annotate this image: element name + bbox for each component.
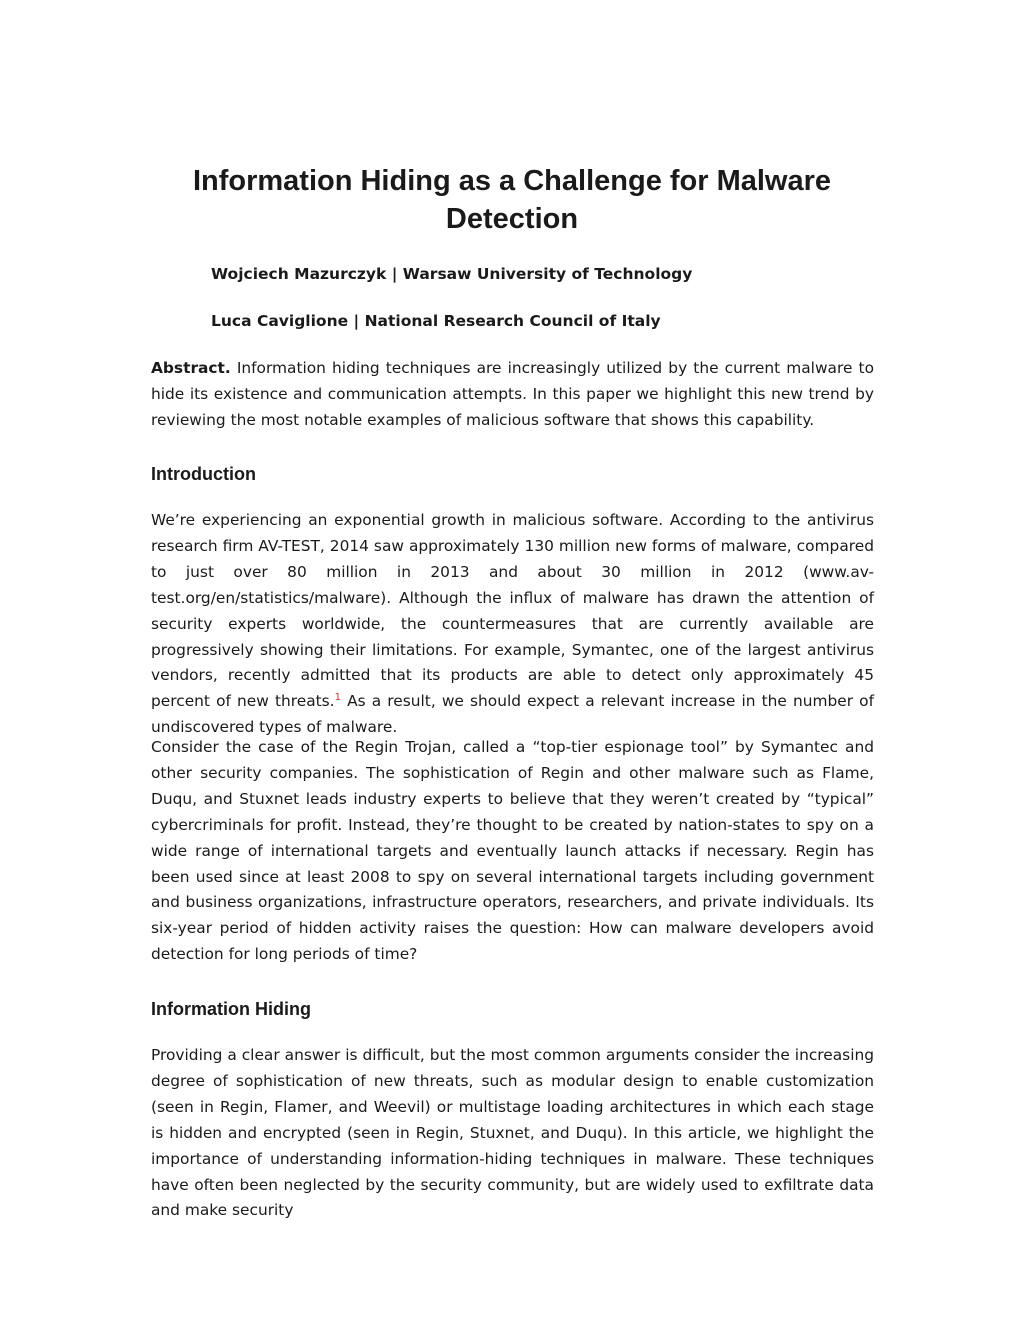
paper-title: Information Hiding as a Challenge for Malware Detection [192, 165, 832, 235]
paragraph [151, 508, 874, 741]
footnote-marker[interactable]: 1 [334, 692, 341, 704]
author-line: Wojciech Mazurczyk | Warsaw University of Technology [211, 265, 693, 283]
abstract-label: Abstract. [151, 359, 231, 377]
abstract-text: Information hiding techniques are increasingly utilized by the current malware to hide its existence and communication attempts. In this paper we highlight this new trend by reviewing the most notable examples of malicious software that shows this capability. [151, 359, 874, 429]
paragraph-text: We’re experiencing an exponential growth in malicious software. According to the antivirus research firm AV-TEST, 2014 saw approximately 130 million new forms of malware, compared to just over 80 million in 2013 and about 30 million in 2012 (www.av-test.org/en/statistics/malware). Although the influx of malware has drawn the attention of security experts worldwide, the countermeasures that are currently available are progressively showing their limitations. For example, Symantec, one of the largest antivirus vendors, recently admitted that its products are able to detect only approximately 45 percent of new threats. [151, 511, 874, 711]
paragraph: Providing a clear answer is difficult, but the most common arguments consider the increasing degree of sophistication of new threats, such as modular design to enable customization (seen in Regin, Flamer, and Weevil) or multistage loading architectures in which each stage is hidden and encrypted (seen in Regin, Stuxnet, and Duqu). In this article, we highlight the importance of understanding information-hiding techniques in malware. These techniques have often been neglected by the security community, but are widely used to exfiltrate data and make security [151, 1046, 874, 1220]
abstract [151, 356, 874, 434]
paragraph-text: As a result, we should expect a relevant increase in the number of undiscovered types of malware. [151, 692, 874, 737]
author-line: Luca Caviglione | National Research Council of Italy [211, 312, 661, 330]
section-heading-introduction: Introduction [151, 464, 256, 484]
section-heading-information-hiding: Information Hiding [151, 999, 311, 1019]
paragraph: Consider the case of the Regin Trojan, called a “top-tier espionage tool” by Symantec and other security companies. The sophistication of Regin and other malware such as Flame, Duqu, and Stuxnet leads industry experts to believe that they weren’t created by “typical” cybercriminals for profit. Instead, they’re thought to be created by nation-states to spy on a wide range of international targets and eventually launch attacks if necessary. Regin has been used since at least 2008 to spy on several international targets including government and business organizations, infrastructure operators, researchers, and private individuals. Its six-year period of hidden activity raises the question: How can malware developers avoid detection for long periods of time? [151, 738, 874, 964]
